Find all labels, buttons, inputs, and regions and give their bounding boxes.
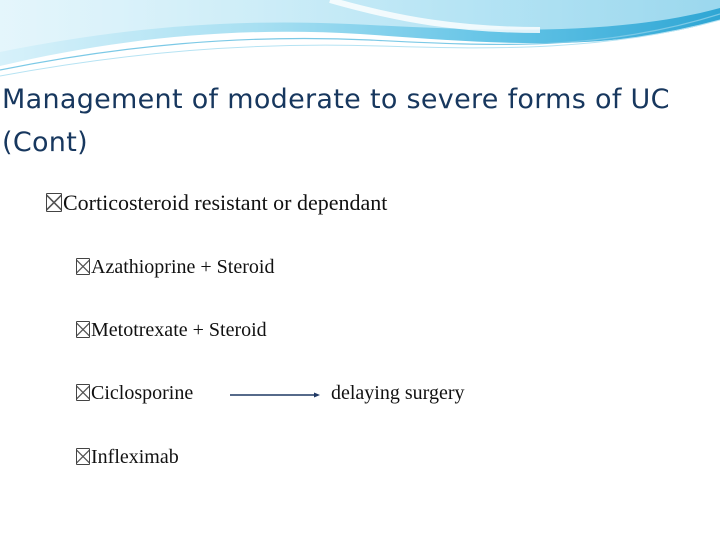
- missing-glyph-box-icon: [76, 448, 90, 465]
- missing-glyph-box-icon: [46, 193, 62, 212]
- sub-bullet-infleximab: [76, 446, 179, 469]
- sub-bullet-text: Infleximab: [91, 446, 179, 468]
- slide-title-line-2: (Cont): [2, 127, 88, 158]
- sub-bullet-text: Azathioprine + Steroid: [91, 256, 275, 278]
- missing-glyph-box-icon: [76, 258, 90, 275]
- sub-bullet-metotrexate: [76, 319, 267, 342]
- main-bullet: [46, 190, 387, 216]
- right-arrow-icon: [230, 388, 320, 402]
- missing-glyph-box-icon: [76, 321, 90, 338]
- main-bullet-text: Corticosteroid resistant or dependant: [63, 190, 388, 215]
- missing-glyph-box-icon: [76, 384, 90, 401]
- arrow-label: delaying surgery: [331, 382, 465, 404]
- sub-bullet-ciclosporine: [76, 382, 193, 405]
- slide-title-line-1: Management of moderate to severe forms of UC: [2, 84, 670, 115]
- sub-bullet-text: Metotrexate + Steroid: [91, 319, 267, 341]
- sub-bullet-azathioprine: [76, 256, 274, 279]
- slide-title: [2, 78, 718, 164]
- decorative-wave-header: [0, 0, 720, 90]
- sub-bullet-text: Ciclosporine: [91, 382, 194, 404]
